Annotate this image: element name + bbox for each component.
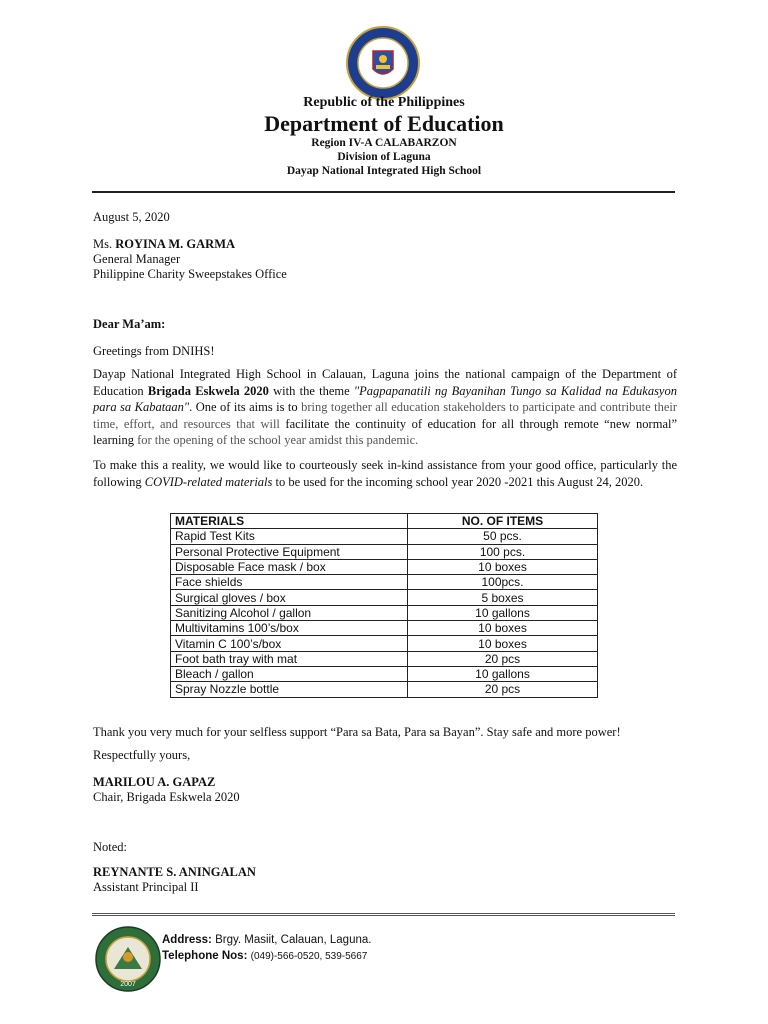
material-cell: Sanitizing Alcohol / gallon (171, 605, 408, 620)
table-row (171, 605, 598, 620)
closing-line: Thank you very much for your selfless support “Para sa Bata, Para sa Bayan”. Stay safe and more power! (93, 725, 621, 739)
material-cell: Rapid Test Kits (171, 529, 408, 544)
footer-phone-line (162, 950, 367, 962)
address-label: Address: (162, 934, 212, 946)
quantity-cell: 5 boxes (408, 590, 598, 605)
quantity-cell: 10 gallons (408, 605, 598, 620)
table-row (171, 621, 598, 636)
p1-goal: bring together all education stakeholders to participate and contribute their time, effort, and resources that will (93, 400, 678, 431)
p1-intro: Dayap National Integrated High School in Calauan, Laguna joins the national campaign of the Department of Education (93, 367, 677, 398)
material-cell: Bleach / gallon (171, 666, 408, 681)
header-no-of-items: NO. OF ITEMS (408, 514, 598, 529)
phone-label: Telephone Nos: (162, 950, 248, 962)
p1-ending: for the opening of the school year amidst this pandemic. (137, 433, 419, 447)
p2-ending: to be used for the incoming school year 2020 -2021 this August 24, 2020. (272, 474, 644, 489)
greeting: Greetings from DNIHS! (93, 344, 215, 358)
p1-aims: . One of its aims is to (189, 400, 302, 414)
signatory1-title: Chair, Brigada Eskwela 2020 (93, 790, 240, 804)
salutation: Dear Ma’am: (93, 317, 166, 331)
header-materials: MATERIALS (171, 514, 408, 529)
letter-date: August 5, 2020 (93, 210, 170, 224)
material-cell: Foot bath tray with mat (171, 651, 408, 666)
recipient-prefix: Ms. (93, 237, 113, 251)
p1-continuity: facilitate the continuity of education for all through remote “new normal” learning (93, 416, 678, 447)
material-cell: Personal Protective Equipment (171, 544, 408, 559)
table-row (171, 682, 598, 697)
table-row (171, 636, 598, 651)
p2-covid-materials: COVID-related materials (144, 474, 273, 489)
recipient-name: ROYINA M. GARMA (115, 237, 236, 251)
p1-theme: "Pagpapanatili ng Bayanihan Tungo sa Kalidad na Edukasyon para sa Kabataan" (93, 383, 677, 414)
school-line: Dayap National Integrated High School (286, 165, 482, 177)
division-line: Division of Laguna (337, 151, 431, 163)
quantity-cell: 20 pcs (408, 651, 598, 666)
table-row (171, 651, 598, 666)
quantity-cell: 10 boxes (408, 636, 598, 651)
footer-divider (92, 913, 675, 919)
header-divider (92, 191, 675, 193)
quantity-cell: 10 gallons (408, 666, 598, 681)
quantity-cell: 10 boxes (408, 621, 598, 636)
table-row (171, 575, 598, 590)
region-line: Region IV-A CALABARZON (311, 137, 457, 149)
table-row (171, 544, 598, 559)
p1-theme-intro: with the theme (268, 383, 354, 398)
table-row (171, 559, 598, 574)
signatory2-title: Assistant Principal II (93, 880, 199, 894)
quantity-cell: 50 pcs. (408, 529, 598, 544)
noted-label: Noted: (93, 840, 128, 854)
materials-table (170, 513, 598, 698)
p1-brigada: Brigada Eskwela 2020 (147, 383, 269, 398)
address-value: Brgy. Masiit, Calauan, Laguna. (215, 934, 372, 946)
signatory2-name: REYNANTE S. ANINGALAN (93, 865, 256, 879)
complimentary-close: Respectfully yours, (93, 748, 191, 762)
p2-intro: To make this a reality, we would like to courteously seek in-kind assistance from your good office, particularly the following (93, 458, 677, 489)
quantity-cell: 10 boxes (408, 559, 598, 574)
body-paragraph-1 (93, 366, 677, 449)
phone-value: (049)-566-0520, 539-5667 (250, 951, 368, 962)
quantity-cell: 100pcs. (408, 575, 598, 590)
table-row (171, 666, 598, 681)
quantity-cell: 100 pcs. (408, 544, 598, 559)
body-paragraph-2 (93, 457, 677, 490)
material-cell: Vitamin C 100’s/box (171, 636, 408, 651)
deped-seal-logo (345, 25, 421, 101)
table-header-row (171, 514, 598, 529)
department-title: Department of Education (264, 111, 504, 136)
school-seal-logo (94, 925, 162, 993)
table-row (171, 590, 598, 605)
footer-address-line (162, 934, 371, 946)
recipient-office: Philippine Charity Sweepstakes Office (93, 267, 287, 281)
material-cell: Face shields (171, 575, 408, 590)
quantity-cell: 20 pcs (408, 682, 598, 697)
material-cell: Surgical gloves / box (171, 590, 408, 605)
signatory1-name: MARILOU A. GAPAZ (93, 775, 216, 789)
school-seal-year: 2007 (120, 981, 136, 988)
material-cell: Multivitamins 100’s/box (171, 621, 408, 636)
material-cell: Spray Nozzle bottle (171, 682, 408, 697)
republic-heading: Republic of the Philippines (303, 95, 465, 110)
table-row (171, 529, 598, 544)
material-cell: Disposable Face mask / box (171, 559, 408, 574)
recipient-title: General Manager (93, 252, 181, 266)
